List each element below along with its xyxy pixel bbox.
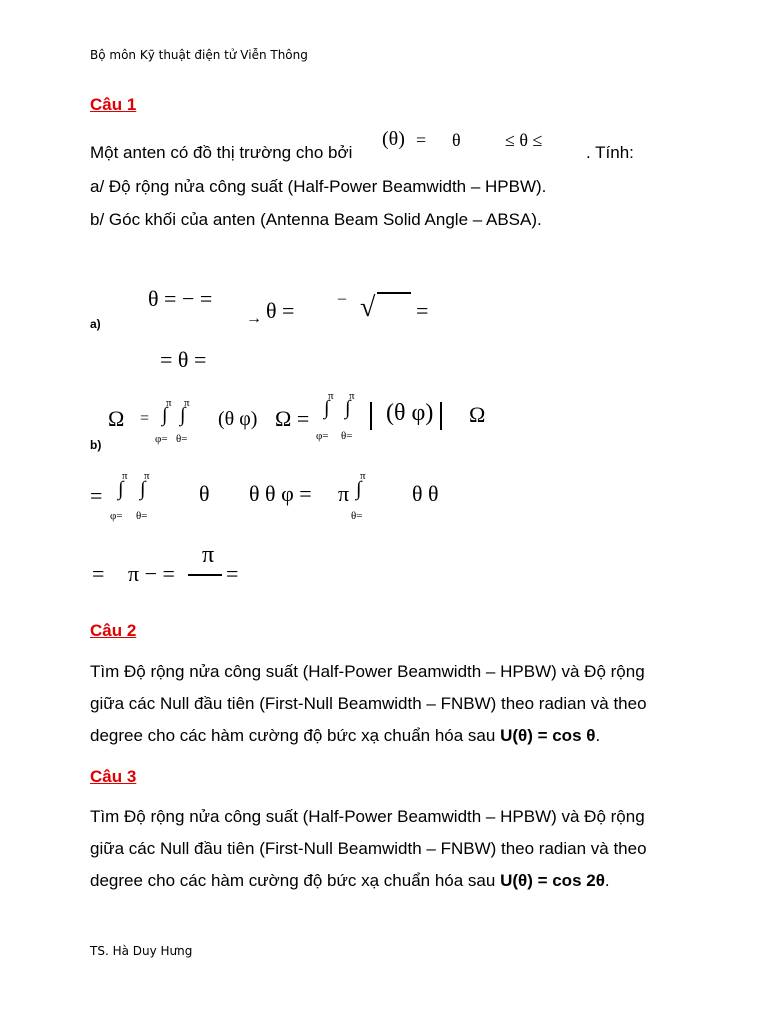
q1-formula-paren: (θ): [382, 128, 405, 150]
q2-paragraph: [90, 656, 680, 752]
sol-b-integral-4: ∫: [345, 397, 351, 419]
q3-end: .: [604, 871, 610, 890]
sol-b-omega: Ω: [108, 406, 125, 431]
sol-a-arrow: →: [246, 310, 262, 327]
sol-a-line1: θ = − =: [148, 286, 213, 311]
q2-formula: U(θ) = cos θ: [500, 726, 596, 745]
sol-d-expr: π − =: [128, 561, 175, 586]
page-header: Bộ môn Kỹ thuật điện tử Viễn Thông: [90, 48, 308, 62]
sol-b-eq: =: [140, 410, 150, 427]
q1-part-a: a/ Độ rộng nửa công suất (Half-Power Beamwidth – HPBW).: [90, 177, 547, 196]
sol-b-theta-limit-1: θ=: [176, 433, 188, 445]
sol-b-integral-3: ∫: [324, 397, 330, 419]
sol-c-theta-limit-2: θ=: [351, 510, 363, 522]
sol-c-pi-upper-3: π: [360, 470, 366, 482]
sol-b-phi-limit-2: φ=: [316, 430, 329, 442]
sol-c-integral-2: ∫: [140, 478, 146, 500]
sol-c-pi-upper-1: π: [122, 470, 128, 482]
sol-c-tt2: θ θ: [412, 481, 439, 506]
sol-d-eq: =: [92, 561, 105, 586]
sol-a-eq: =: [416, 298, 429, 323]
q2-end: .: [595, 726, 601, 745]
sol-b-omega-eq: Ω =: [275, 406, 310, 431]
page-footer: TS. Hà Duy Hưng: [90, 944, 193, 958]
q1-intro: Một anten có đồ thị trường cho bởi: [90, 143, 353, 162]
sol-b-abs-bar-right: [440, 402, 442, 430]
sol-a-minus: –: [338, 290, 346, 307]
sol-a-label: a): [90, 317, 101, 331]
sol-d-fraction-numerator: π: [202, 542, 215, 568]
q1-formula-eq: =: [416, 130, 427, 150]
sol-b-tp2: (θ φ): [386, 400, 434, 426]
sol-b-pi-upper-3: π: [328, 390, 334, 402]
sol-b-integral-1: ∫: [162, 404, 168, 426]
q1-intro-end: . Tính:: [586, 143, 634, 162]
q3-text: Tìm Độ rộng nửa công suất (Half-Power Beamwidth – HPBW) và Độ rộng giữa các Null đầu tiên (First-Null Beamwidth – FNBW) theo radian và theo degree cho các hàm cường độ bức xạ chuẩn hóa sau: [90, 807, 647, 890]
sol-c-tt: θ θ φ =: [249, 481, 312, 506]
sol-a-sqrt-bar: [377, 292, 411, 294]
sol-c-eq: =: [90, 483, 103, 508]
sol-b-pi-upper-2: π: [184, 397, 190, 409]
sol-c-theta: θ: [199, 481, 210, 506]
sol-c-integral-1: ∫: [118, 478, 124, 500]
sol-b-pi-upper-1: π: [166, 397, 172, 409]
sol-c-integral-3: ∫: [356, 478, 362, 500]
q1-part-b: b/ Góc khối của anten (Antenna Beam Solid Angle – ABSA).: [90, 210, 542, 229]
sol-a-line3: = θ =: [160, 347, 207, 372]
sol-b-pi-upper-4: π: [349, 390, 355, 402]
sol-b-omega-end: Ω: [469, 402, 486, 427]
q3-paragraph: [90, 801, 680, 897]
sol-b-theta-limit-2: θ=: [341, 430, 353, 442]
q1-formula-range: ≤ θ ≤: [505, 130, 543, 150]
question-2-heading: Câu 2: [90, 621, 137, 640]
sol-b-abs-bar-left: [370, 402, 372, 430]
sol-b-tp1: (θ φ): [218, 408, 258, 430]
sol-c-pi-upper-2: π: [144, 470, 150, 482]
sol-a-theta-eq: θ =: [266, 298, 295, 323]
q1-formula-theta: θ: [452, 130, 461, 150]
sol-b-integral-2: ∫: [180, 404, 186, 426]
q2-text: Tìm Độ rộng nửa công suất (Half-Power Beamwidth – HPBW) và Độ rộng giữa các Null đầu tiên (First-Null Beamwidth – FNBW) theo radian và theo degree cho các hàm cường độ bức xạ chuẩn hóa sau: [90, 662, 647, 745]
sol-c-theta-limit: θ=: [136, 510, 148, 522]
sol-b-label: b): [90, 438, 102, 452]
sol-b-phi-limit-1: φ=: [155, 433, 168, 445]
question-1-heading: Câu 1: [90, 95, 137, 114]
sol-d-end: =: [226, 561, 239, 586]
sol-c-phi-limit: φ=: [110, 510, 123, 522]
sol-d-fraction-bar: [188, 574, 222, 576]
sol-a-sqrt: √: [360, 292, 376, 323]
q3-formula: U(θ) = cos 2θ: [500, 871, 605, 890]
question-3-heading: Câu 3: [90, 767, 137, 786]
sol-c-pi: π: [338, 481, 350, 506]
